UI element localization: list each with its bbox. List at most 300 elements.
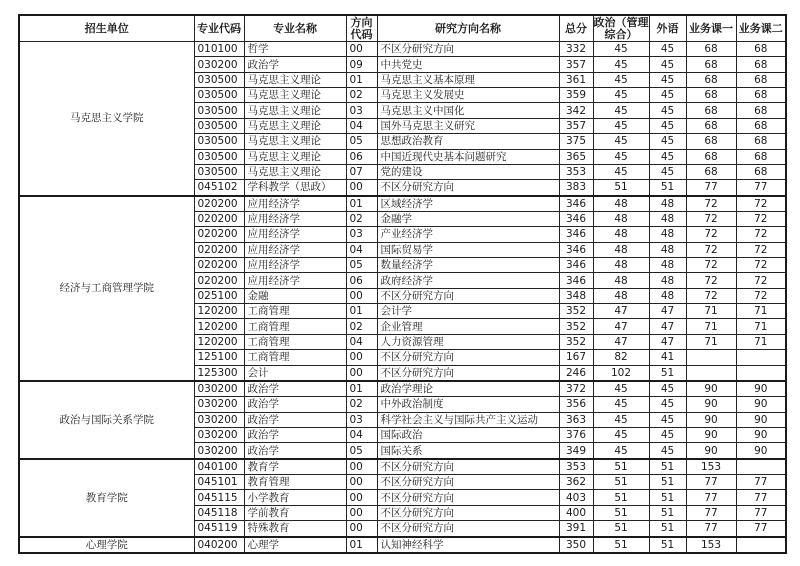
foreign-language-score-cell: 45 [649,88,686,103]
course2-score-cell: 90 [736,397,786,412]
course2-score-cell: 68 [736,164,786,179]
direction-code-cell: 09 [346,57,377,72]
major-name-cell: 马克思主义理论 [244,88,346,103]
total-score-cell: 359 [559,88,593,103]
course2-score-cell: 68 [736,134,786,149]
foreign-language-score-cell: 51 [649,490,686,505]
table-row [19,196,786,212]
column-header-major-name: 专业名称 [244,15,346,42]
politics-score-cell: 48 [593,227,649,242]
total-score-cell: 391 [559,521,593,537]
major-name-cell: 政治学 [244,443,346,459]
major-code-cell: 030200 [194,443,244,459]
table-body [19,42,786,553]
course1-score-cell: 72 [686,242,736,257]
course1-score-cell: 72 [686,211,736,226]
major-name-cell: 政治学 [244,397,346,412]
direction-code-cell: 01 [346,304,377,319]
politics-score-cell: 51 [593,521,649,537]
direction-name-cell: 认知神经科学 [377,537,559,553]
major-name-cell: 金融 [244,288,346,303]
direction-code-cell: 00 [346,350,377,365]
major-code-cell: 125300 [194,365,244,381]
politics-score-cell: 45 [593,103,649,118]
major-name-cell: 应用经济学 [244,273,346,288]
course2-score-cell [736,365,786,381]
politics-score-cell: 45 [593,443,649,459]
major-code-cell: 045115 [194,490,244,505]
foreign-language-score-cell: 45 [649,412,686,427]
major-code-cell: 030500 [194,164,244,179]
direction-code-cell: 05 [346,258,377,273]
major-code-cell: 030500 [194,149,244,164]
course1-score-cell: 72 [686,288,736,303]
direction-code-cell: 01 [346,196,377,212]
politics-score-cell: 48 [593,258,649,273]
direction-code-cell: 04 [346,334,377,349]
course2-score-cell: 72 [736,242,786,257]
direction-code-cell: 00 [346,180,377,196]
course1-score-cell: 68 [686,42,736,57]
total-score-cell: 361 [559,72,593,87]
course2-score-cell [736,350,786,365]
admission-score-table [18,14,787,554]
course2-score-cell: 77 [736,180,786,196]
direction-name-cell: 国际关系 [377,443,559,459]
course2-score-cell: 68 [736,149,786,164]
direction-name-cell: 不区分研究方向 [377,350,559,365]
course1-score-cell: 68 [686,118,736,133]
politics-score-cell: 51 [593,537,649,553]
direction-code-cell: 01 [346,381,377,397]
foreign-language-score-cell: 48 [649,273,686,288]
total-score-cell: 353 [559,164,593,179]
politics-score-cell: 45 [593,381,649,397]
unit-cell: 心理学院 [19,537,194,553]
foreign-language-score-cell: 45 [649,42,686,57]
unit-cell: 教育学院 [19,459,194,537]
major-code-cell: 030200 [194,57,244,72]
direction-code-cell: 03 [346,227,377,242]
direction-name-cell: 会计学 [377,304,559,319]
course1-score-cell: 72 [686,227,736,242]
major-name-cell: 马克思主义理论 [244,72,346,87]
major-name-cell: 政治学 [244,57,346,72]
course1-score-cell: 77 [686,490,736,505]
table-row [19,42,786,57]
column-header-major-code: 专业代码 [194,15,244,42]
course1-score-cell: 71 [686,334,736,349]
direction-code-cell: 04 [346,427,377,442]
total-score-cell: 372 [559,381,593,397]
major-name-cell: 政治学 [244,381,346,397]
course1-score-cell: 153 [686,537,736,553]
major-name-cell: 学前教育 [244,505,346,520]
major-code-cell: 020200 [194,196,244,212]
total-score-cell: 357 [559,57,593,72]
foreign-language-score-cell: 47 [649,334,686,349]
unit-cell: 马克思主义学院 [19,42,194,196]
direction-code-cell: 05 [346,134,377,149]
foreign-language-score-cell: 45 [649,103,686,118]
direction-name-cell: 不区分研究方向 [377,521,559,537]
direction-name-cell: 产业经济学 [377,227,559,242]
column-header-unit: 招生单位 [19,15,194,42]
major-code-cell: 030500 [194,103,244,118]
course1-score-cell: 72 [686,196,736,212]
course1-score-cell: 77 [686,180,736,196]
foreign-language-score-cell: 45 [649,443,686,459]
politics-score-cell: 45 [593,88,649,103]
major-name-cell: 政治学 [244,427,346,442]
foreign-language-score-cell: 48 [649,196,686,212]
direction-name-cell: 人力资源管理 [377,334,559,349]
total-score-cell: 167 [559,350,593,365]
total-score-cell: 375 [559,134,593,149]
major-name-cell: 马克思主义理论 [244,103,346,118]
politics-score-cell: 48 [593,288,649,303]
course1-score-cell [686,365,736,381]
major-code-cell: 045102 [194,180,244,196]
major-code-cell: 030500 [194,118,244,133]
course2-score-cell: 77 [736,521,786,537]
direction-code-cell: 06 [346,273,377,288]
unit-cell: 经济与工商管理学院 [19,196,194,381]
course1-score-cell: 90 [686,443,736,459]
course1-score-cell: 77 [686,505,736,520]
direction-name-cell: 区域经济学 [377,196,559,212]
politics-score-cell: 48 [593,211,649,226]
direction-name-cell: 国外马克思主义研究 [377,118,559,133]
major-name-cell: 应用经济学 [244,258,346,273]
course1-score-cell: 71 [686,319,736,334]
politics-score-cell: 47 [593,319,649,334]
course1-score-cell: 90 [686,381,736,397]
major-name-cell: 马克思主义理论 [244,134,346,149]
major-name-cell: 应用经济学 [244,211,346,226]
politics-score-cell: 45 [593,427,649,442]
direction-code-cell: 02 [346,397,377,412]
politics-score-cell: 45 [593,57,649,72]
foreign-language-score-cell: 51 [649,521,686,537]
politics-score-cell: 51 [593,475,649,490]
politics-score-cell: 51 [593,459,649,475]
major-name-cell: 小学教育 [244,490,346,505]
total-score-cell: 348 [559,288,593,303]
course1-score-cell: 90 [686,397,736,412]
major-code-cell: 020200 [194,242,244,257]
foreign-language-score-cell: 45 [649,149,686,164]
direction-name-cell: 企业管理 [377,319,559,334]
politics-score-cell: 45 [593,164,649,179]
foreign-language-score-cell: 48 [649,211,686,226]
total-score-cell: 352 [559,319,593,334]
major-code-cell: 120200 [194,319,244,334]
course2-score-cell: 68 [736,88,786,103]
course1-score-cell: 68 [686,103,736,118]
course1-score-cell [686,350,736,365]
course1-score-cell: 72 [686,273,736,288]
major-code-cell: 030200 [194,381,244,397]
major-name-cell: 工商管理 [244,319,346,334]
direction-name-cell: 马克思主义发展史 [377,88,559,103]
direction-code-cell: 03 [346,103,377,118]
course1-score-cell: 90 [686,412,736,427]
direction-name-cell: 不区分研究方向 [377,42,559,57]
table-row [19,537,786,553]
direction-name-cell: 国际贸易学 [377,242,559,257]
column-header-politics: 政治（管理综合） [593,15,649,41]
course2-score-cell [736,459,786,475]
column-header-dir-name: 研究方向名称 [377,15,559,42]
course2-score-cell: 77 [736,490,786,505]
course2-score-cell: 71 [736,304,786,319]
major-code-cell: 040200 [194,537,244,553]
foreign-language-score-cell: 41 [649,350,686,365]
course2-score-cell: 72 [736,227,786,242]
course2-score-cell: 90 [736,427,786,442]
course2-score-cell: 68 [736,42,786,57]
politics-score-cell: 51 [593,180,649,196]
course1-score-cell: 68 [686,72,736,87]
course2-score-cell [736,537,786,553]
course1-score-cell: 77 [686,475,736,490]
course1-score-cell: 72 [686,258,736,273]
foreign-language-score-cell: 45 [649,134,686,149]
column-header-total: 总分 [559,15,593,42]
foreign-language-score-cell: 51 [649,180,686,196]
total-score-cell: 353 [559,459,593,475]
major-code-cell: 025100 [194,288,244,303]
major-name-cell: 马克思主义理论 [244,149,346,164]
direction-name-cell: 马克思主义中国化 [377,103,559,118]
foreign-language-score-cell: 45 [649,427,686,442]
major-name-cell: 应用经济学 [244,227,346,242]
major-code-cell: 125100 [194,350,244,365]
major-code-cell: 120200 [194,334,244,349]
direction-code-cell: 04 [346,242,377,257]
major-code-cell: 040100 [194,459,244,475]
course1-score-cell: 153 [686,459,736,475]
major-code-cell: 045101 [194,475,244,490]
direction-code-cell: 07 [346,164,377,179]
total-score-cell: 365 [559,149,593,164]
direction-name-cell: 中共党史 [377,57,559,72]
direction-code-cell: 00 [346,505,377,520]
major-name-cell: 会计 [244,365,346,381]
politics-score-cell: 48 [593,196,649,212]
course1-score-cell: 68 [686,57,736,72]
total-score-cell: 342 [559,103,593,118]
major-name-cell: 工商管理 [244,304,346,319]
total-score-cell: 346 [559,227,593,242]
total-score-cell: 346 [559,258,593,273]
direction-name-cell: 金融学 [377,211,559,226]
direction-name-cell: 中外政治制度 [377,397,559,412]
foreign-language-score-cell: 45 [649,381,686,397]
total-score-cell: 346 [559,273,593,288]
total-score-cell: 400 [559,505,593,520]
direction-code-cell: 02 [346,211,377,226]
direction-code-cell: 06 [346,149,377,164]
major-code-cell: 120200 [194,304,244,319]
major-code-cell: 045118 [194,505,244,520]
major-code-cell: 020200 [194,211,244,226]
total-score-cell: 349 [559,443,593,459]
foreign-language-score-cell: 48 [649,258,686,273]
course2-score-cell: 68 [736,57,786,72]
course2-score-cell: 71 [736,334,786,349]
total-score-cell: 246 [559,365,593,381]
foreign-language-score-cell: 45 [649,118,686,133]
total-score-cell: 357 [559,118,593,133]
major-code-cell: 030200 [194,397,244,412]
direction-name-cell: 不区分研究方向 [377,180,559,196]
course2-score-cell: 72 [736,288,786,303]
direction-name-cell: 党的建设 [377,164,559,179]
course2-score-cell: 68 [736,103,786,118]
direction-name-cell: 中国近现代史基本问题研究 [377,149,559,164]
course2-score-cell: 72 [736,211,786,226]
table-row [19,459,786,475]
direction-name-cell: 政府经济学 [377,273,559,288]
foreign-language-score-cell: 51 [649,365,686,381]
direction-code-cell: 00 [346,365,377,381]
major-name-cell: 政治学 [244,412,346,427]
course1-score-cell: 68 [686,149,736,164]
foreign-language-score-cell: 48 [649,242,686,257]
course2-score-cell: 90 [736,443,786,459]
direction-name-cell: 政治学理论 [377,381,559,397]
foreign-language-score-cell: 47 [649,319,686,334]
total-score-cell: 332 [559,42,593,57]
foreign-language-score-cell: 45 [649,57,686,72]
foreign-language-score-cell: 45 [649,164,686,179]
major-code-cell: 030500 [194,134,244,149]
major-code-cell: 030200 [194,427,244,442]
politics-score-cell: 45 [593,118,649,133]
total-score-cell: 352 [559,304,593,319]
total-score-cell: 350 [559,537,593,553]
course2-score-cell: 72 [736,196,786,212]
politics-score-cell: 45 [593,42,649,57]
politics-score-cell: 45 [593,72,649,87]
direction-code-cell: 00 [346,459,377,475]
course1-score-cell: 77 [686,521,736,537]
politics-score-cell: 47 [593,334,649,349]
direction-name-cell: 不区分研究方向 [377,288,559,303]
direction-code-cell: 02 [346,319,377,334]
direction-name-cell: 国际政治 [377,427,559,442]
major-code-cell: 010100 [194,42,244,57]
total-score-cell: 362 [559,475,593,490]
major-name-cell: 特殊教育 [244,521,346,537]
direction-name-cell: 数量经济学 [377,258,559,273]
major-code-cell: 045119 [194,521,244,537]
major-code-cell: 030500 [194,72,244,87]
course2-score-cell: 72 [736,258,786,273]
course2-score-cell: 90 [736,381,786,397]
course1-score-cell: 71 [686,304,736,319]
direction-name-cell: 马克思主义基本原理 [377,72,559,87]
total-score-cell: 346 [559,211,593,226]
direction-code-cell: 01 [346,72,377,87]
total-score-cell: 352 [559,334,593,349]
foreign-language-score-cell: 48 [649,227,686,242]
direction-code-cell: 03 [346,412,377,427]
major-name-cell: 教育管理 [244,475,346,490]
major-name-cell: 心理学 [244,537,346,553]
major-name-cell: 应用经济学 [244,242,346,257]
politics-score-cell: 45 [593,134,649,149]
total-score-cell: 356 [559,397,593,412]
course2-score-cell: 77 [736,475,786,490]
major-name-cell: 教育学 [244,459,346,475]
direction-code-cell: 05 [346,443,377,459]
foreign-language-score-cell: 47 [649,304,686,319]
course2-score-cell: 77 [736,505,786,520]
major-name-cell: 工商管理 [244,334,346,349]
foreign-language-score-cell: 51 [649,537,686,553]
total-score-cell: 376 [559,427,593,442]
foreign-language-score-cell: 51 [649,475,686,490]
course2-score-cell: 72 [736,273,786,288]
total-score-cell: 346 [559,196,593,212]
total-score-cell: 383 [559,180,593,196]
direction-code-cell: 02 [346,88,377,103]
major-name-cell: 马克思主义理论 [244,164,346,179]
politics-score-cell: 51 [593,505,649,520]
major-code-cell: 020200 [194,273,244,288]
major-name-cell: 学科教学（思政） [244,180,346,196]
politics-score-cell: 45 [593,149,649,164]
foreign-language-score-cell: 51 [649,505,686,520]
column-header-dir-code: 方向代码 [346,15,377,42]
table-row [19,381,786,397]
course2-score-cell: 71 [736,319,786,334]
direction-name-cell: 不区分研究方向 [377,475,559,490]
foreign-language-score-cell: 45 [649,72,686,87]
direction-name-cell: 思想政治教育 [377,134,559,149]
major-name-cell: 工商管理 [244,350,346,365]
column-header-course1: 业务课一 [686,15,736,42]
course1-score-cell: 68 [686,134,736,149]
major-name-cell: 哲学 [244,42,346,57]
direction-name-cell: 科学社会主义与国际共产主义运动 [377,412,559,427]
course2-score-cell: 90 [736,412,786,427]
direction-code-cell: 00 [346,288,377,303]
politics-score-cell: 48 [593,273,649,288]
major-code-cell: 030500 [194,88,244,103]
direction-code-cell: 00 [346,475,377,490]
foreign-language-score-cell: 45 [649,397,686,412]
unit-cell: 政治与国际关系学院 [19,381,194,459]
total-score-cell: 346 [559,242,593,257]
direction-name-cell: 不区分研究方向 [377,505,559,520]
course1-score-cell: 68 [686,88,736,103]
course2-score-cell: 68 [736,118,786,133]
major-name-cell: 马克思主义理论 [244,118,346,133]
direction-name-cell: 不区分研究方向 [377,459,559,475]
direction-code-cell: 00 [346,42,377,57]
total-score-cell: 403 [559,490,593,505]
direction-code-cell: 01 [346,537,377,553]
politics-score-cell: 45 [593,397,649,412]
column-header-course2: 业务课二 [736,15,786,42]
foreign-language-score-cell: 48 [649,288,686,303]
major-code-cell: 030200 [194,412,244,427]
direction-name-cell: 不区分研究方向 [377,365,559,381]
